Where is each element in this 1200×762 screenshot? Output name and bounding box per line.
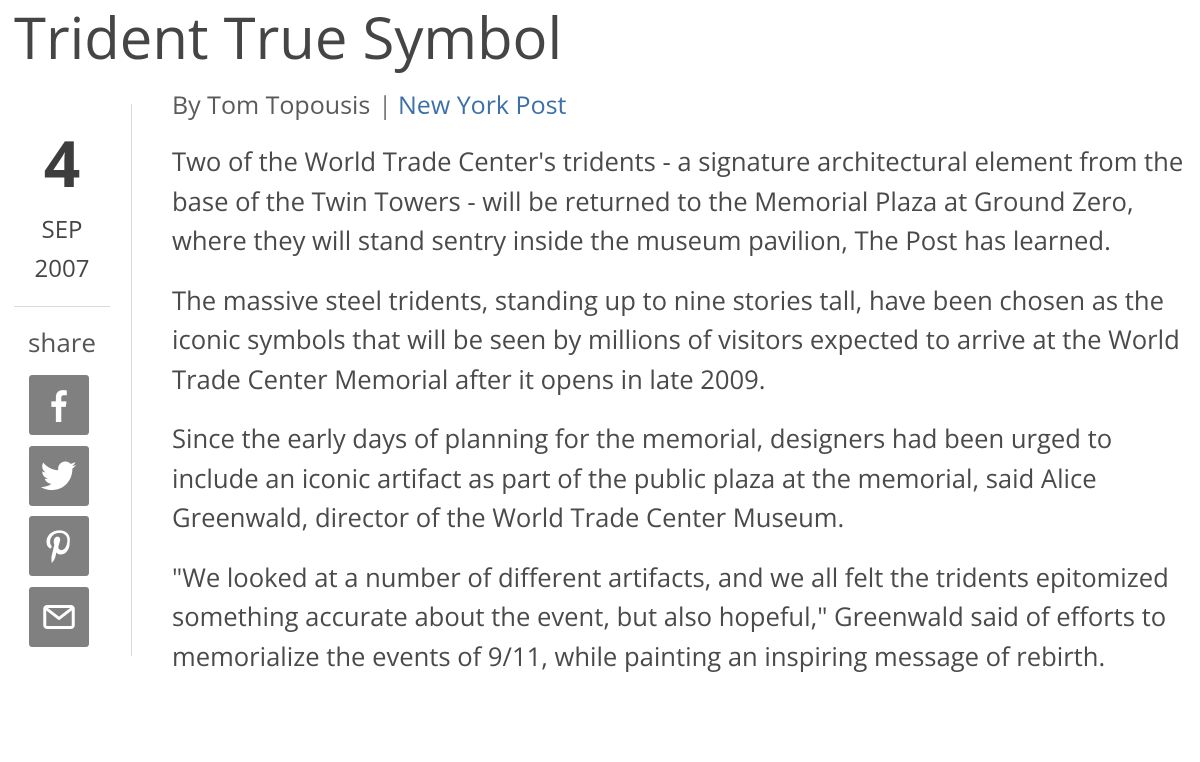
column-divider	[131, 104, 132, 656]
facebook-icon	[42, 388, 76, 422]
article-paragraph: The massive steel tridents, standing up to nine stories tall, have been chosen as the iconic symbols that will be seen by millions of visitors expected to arrive at the World Trade Center Memorial after it opens in late 2009.	[172, 282, 1180, 397]
article-paragraph: Since the early days of planning for the memorial, designers had been urged to include an iconic artifact as part of the public plaza at the memorial, said Alice Greenwald, director of the World Trade Center Museum.	[172, 421, 1113, 535]
pinterest-icon	[42, 529, 76, 563]
author-name: By Tom Topousis	[172, 88, 371, 122]
date-divider	[14, 306, 110, 307]
facebook-share-button[interactable]	[29, 375, 89, 435]
share-label: share	[27, 324, 96, 360]
date-year: 2007	[34, 252, 90, 285]
email-icon	[41, 599, 77, 635]
article-title: Trident True Symbol	[14, 0, 563, 76]
article-paragraph: Two of the World Trade Center's tridents - a signature architectural element from the base of the Twin Towers - will be returned to the Memorial Plaza at Ground Zero, where they will stand sentry inside the museum pavilion, The Post has learned.	[172, 144, 1184, 258]
date-day: 4	[43, 119, 81, 206]
article-paragraph: "We looked at a number of different artifacts, and we all felt the tridents epitomized something accurate about the event, but also hopeful," Greenwald said of efforts to memorialize the events of 9/11, while painting an inspiring message of rebirth.	[172, 559, 1169, 674]
twitter-share-button[interactable]	[29, 446, 89, 506]
byline	[172, 88, 566, 122]
source-link[interactable]: New York Post	[397, 88, 567, 122]
pinterest-share-button[interactable]	[29, 516, 89, 576]
article-body	[172, 142, 1192, 696]
twitter-icon	[41, 458, 77, 494]
email-share-button[interactable]	[29, 587, 89, 647]
byline-separator: |	[378, 88, 392, 122]
date-month: SEP	[41, 213, 83, 246]
publish-date	[14, 119, 110, 288]
